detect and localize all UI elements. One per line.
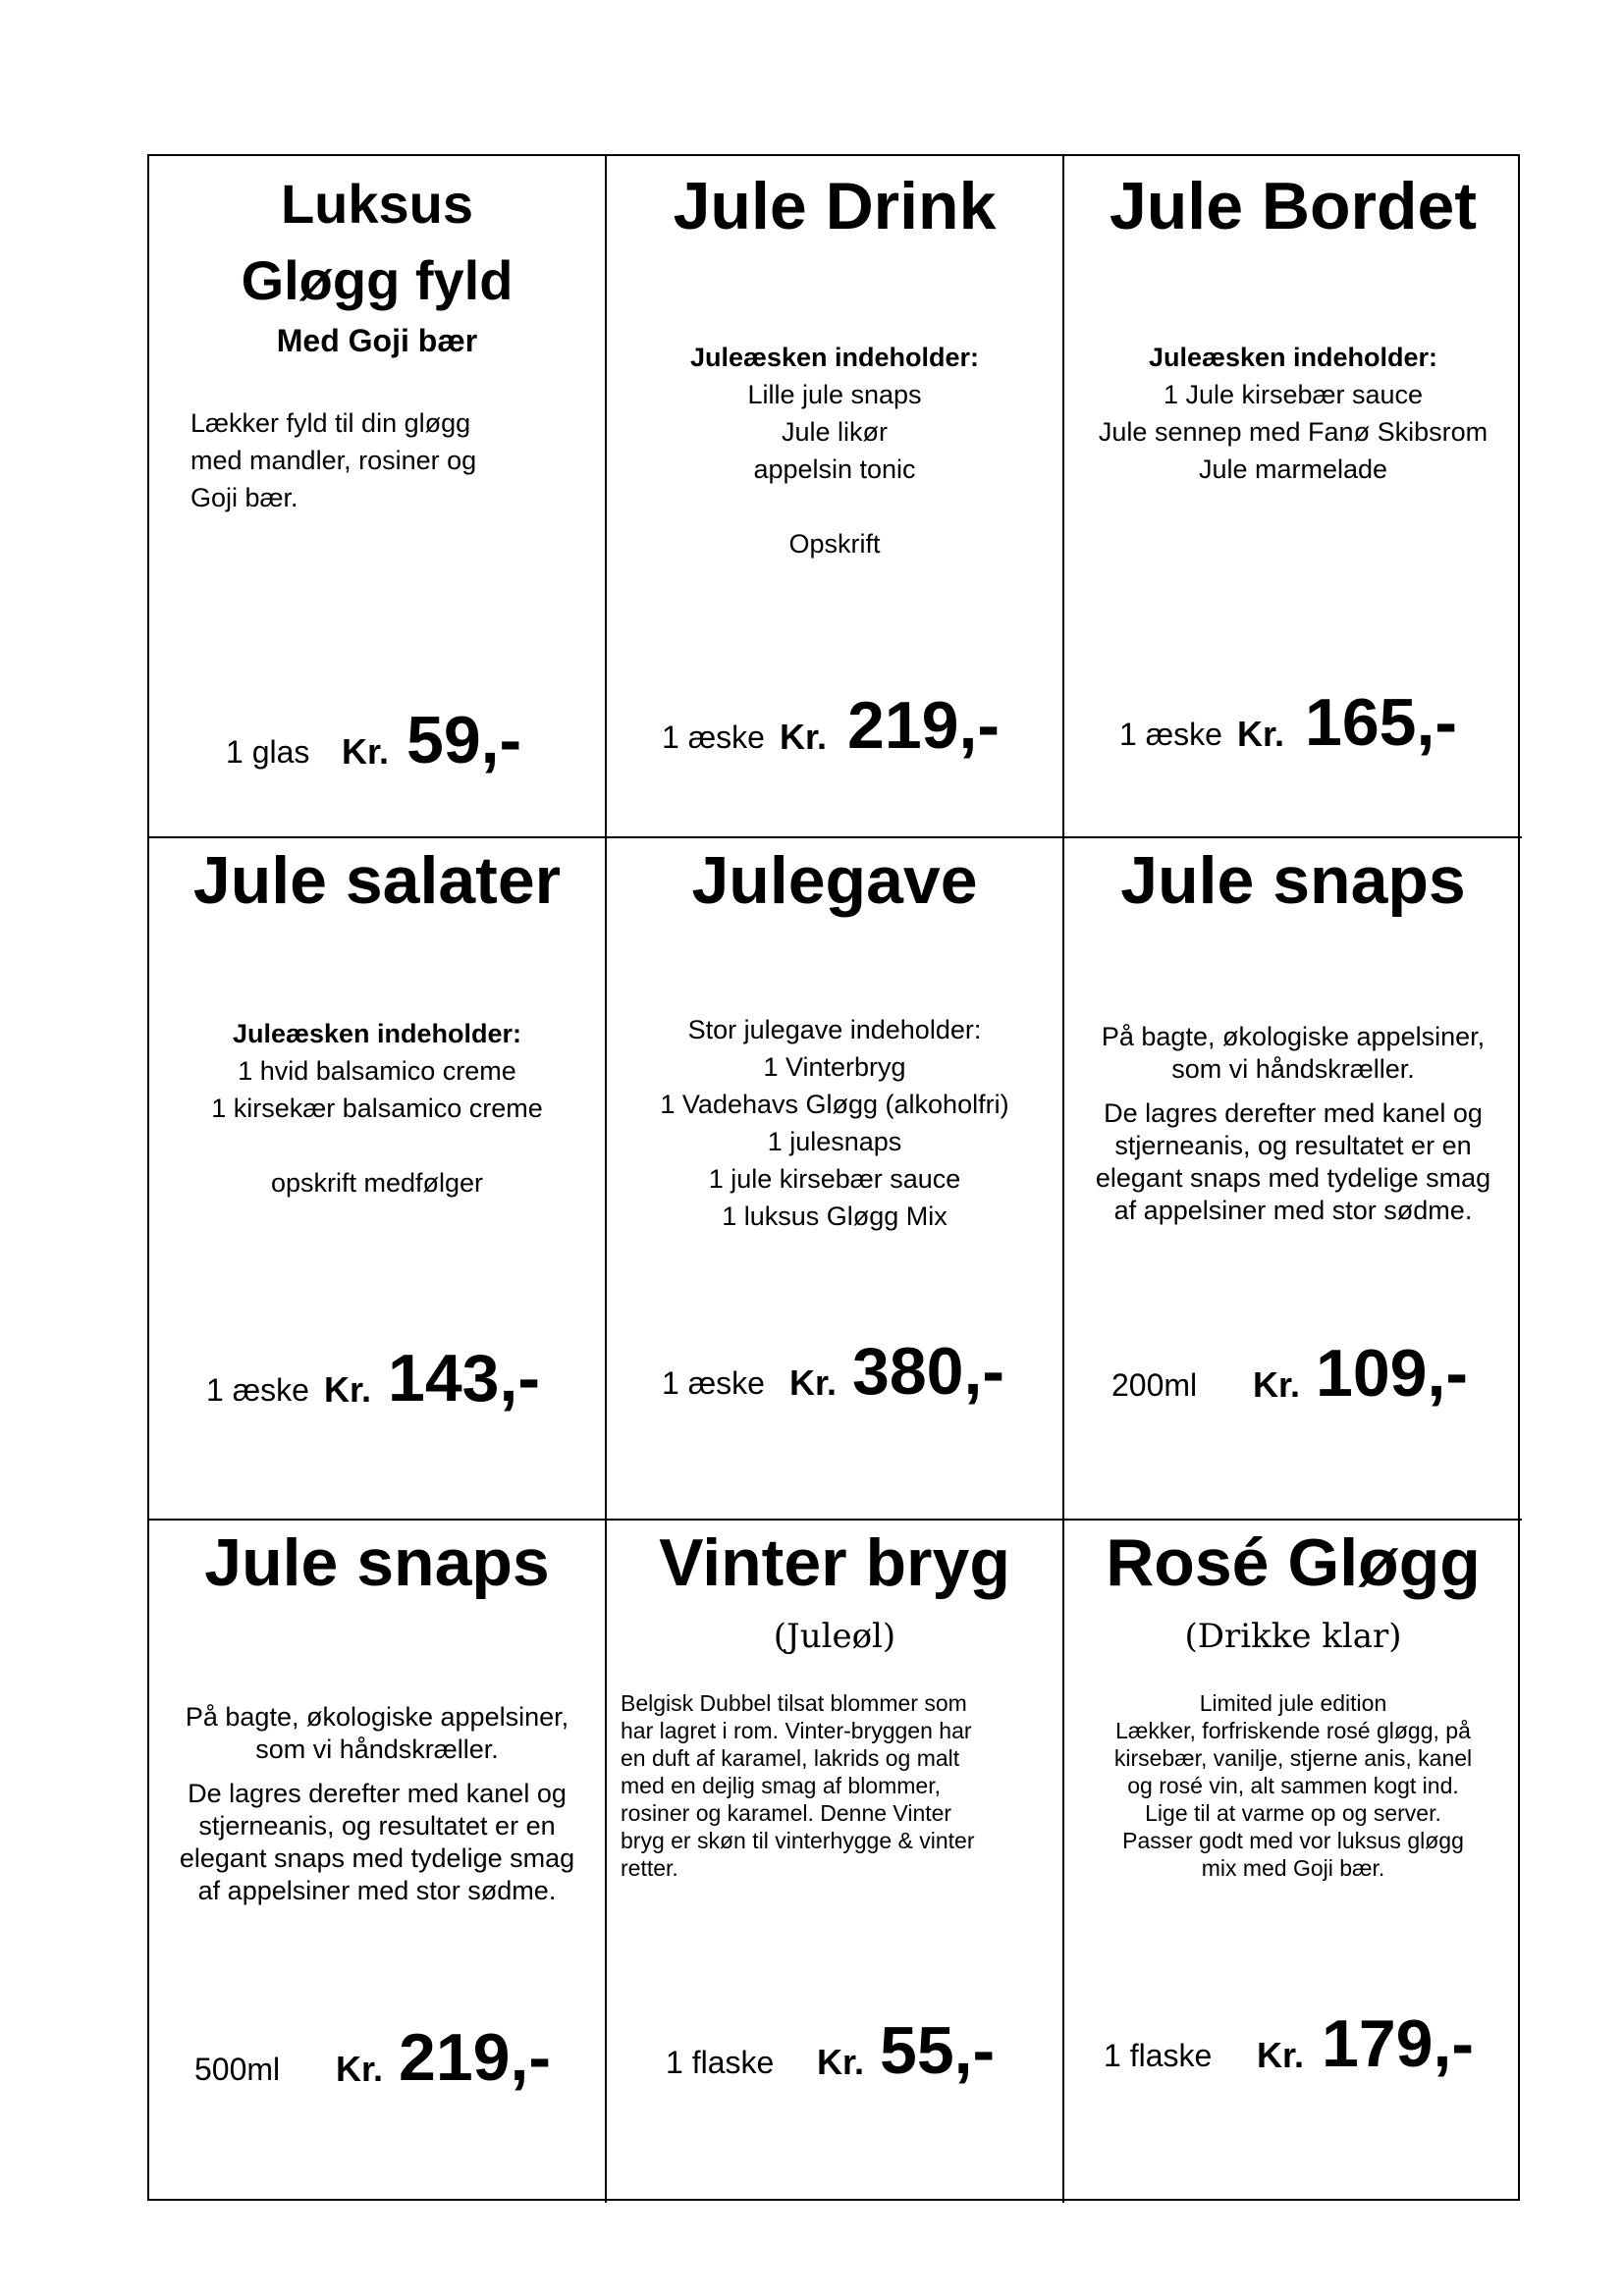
price-row: [149, 2020, 605, 2095]
product-card-jule-drink: [607, 156, 1064, 838]
description-line: Lille jule snaps: [747, 380, 922, 409]
description-line: mix med Goji bær.: [1201, 1855, 1385, 1881]
description-line: Jule marmelade: [1198, 454, 1388, 484]
description-line: med en dejlig smag af blommer,: [621, 1773, 941, 1798]
price-amount: 165,-: [1305, 685, 1457, 760]
price-row: [607, 1334, 1062, 1409]
price-amount: 109,-: [1316, 1336, 1468, 1411]
contents-header: Juleæsken indeholder:: [232, 1019, 522, 1048]
price-row: [607, 2013, 1062, 2088]
description-line: 1 jule kirsebær sauce: [708, 1164, 961, 1194]
card-title: Jule Drink: [673, 169, 997, 243]
description-line: 1 kirsekær balsamico creme: [211, 1094, 543, 1123]
contents-header: Juleæsken indeholder:: [689, 343, 980, 372]
card-title: Jule salater: [192, 843, 562, 918]
quantity-label: 1 æske: [662, 1365, 765, 1401]
description-line: Lækker fyld til din gløgg: [190, 408, 471, 438]
description-line: med mandler, rosiner og: [190, 446, 477, 475]
description-line: af appelsiner med stor sødme.: [197, 1876, 557, 1905]
card-title-line2: Gløgg fyld: [241, 249, 514, 311]
price-row: [149, 703, 605, 777]
product-card-jule-snaps-200ml: [1064, 838, 1522, 1521]
description-line: en duft af karamel, lakrids og malt: [621, 1745, 960, 1771]
price-amount: 219,-: [399, 2020, 551, 2095]
description-line: Opskrift: [788, 529, 881, 559]
description-line: 1 hvid balsamico creme: [238, 1056, 516, 1086]
price-amount: 380,-: [852, 1334, 1004, 1409]
description-line: Lige til at varme op og server.: [1145, 1800, 1441, 1826]
description-line: De lagres derefter med kanel og: [1104, 1098, 1483, 1128]
description-line: bryg er skøn til vinterhygge & vinter: [621, 1828, 975, 1853]
card-description: [169, 1701, 585, 1907]
currency-label: Kr.: [1257, 2035, 1305, 2075]
description-line: Passer godt med vor luksus gløgg: [1122, 1828, 1464, 1853]
product-card-jule-salater: [149, 838, 607, 1521]
card-description: [1084, 339, 1502, 488]
card-description: [1084, 1689, 1502, 1882]
currency-label: Kr.: [324, 1369, 372, 1410]
price-amount: 219,-: [847, 688, 1000, 763]
description-line: kirsebær, vanilje, stjerne anis, kanel: [1113, 1745, 1473, 1771]
price-row: [1064, 2006, 1522, 2081]
description-line: og rosé vin, alt sammen kogt ind.: [1127, 1773, 1459, 1798]
price-amount: 55,-: [880, 2013, 996, 2088]
card-subtitle: Med Goji bær: [276, 323, 478, 358]
currency-label: Kr.: [1237, 714, 1285, 754]
price-amount: 143,-: [388, 1341, 540, 1415]
quantity-label: 200ml: [1111, 1367, 1198, 1403]
currency-label: Kr.: [789, 1362, 838, 1403]
quantity-label: 1 glas: [226, 734, 310, 770]
description-line: Belgisk Dubbel tilsat blommer som: [621, 1690, 967, 1716]
product-card-luksus-glogg-fyld: [149, 156, 607, 838]
description-line: Jule likør: [781, 417, 888, 447]
description-line: som vi håndskræller.: [255, 1735, 499, 1764]
price-row: [149, 1341, 605, 1415]
description-line: af appelsiner med stor sødme.: [1113, 1196, 1473, 1225]
card-title: Jule snaps: [1120, 843, 1466, 918]
price-row: [1064, 685, 1522, 760]
description-line: som vi håndskræller.: [1171, 1054, 1415, 1084]
card-description: [190, 404, 585, 516]
description-line: På bagte, økologiske appelsiner,: [1101, 1022, 1486, 1051]
currency-label: Kr.: [1253, 1364, 1301, 1405]
quantity-label: 1 æske: [206, 1372, 309, 1408]
product-card-rose-glogg: [1064, 1521, 1522, 2203]
description-line: Stor julegave indeholder:: [687, 1015, 982, 1044]
product-card-grid: [147, 154, 1520, 2201]
description-line: 1 julesnaps: [767, 1127, 902, 1156]
quantity-label: 1 æske: [1119, 717, 1222, 752]
price-amount: 59,-: [406, 703, 522, 777]
description-line: stjerneanis, og resultatet er en: [1114, 1131, 1472, 1160]
card-description: [621, 1689, 1043, 1882]
price-amount: 179,-: [1322, 2006, 1474, 2081]
product-card-jule-snaps-500ml: [149, 1521, 607, 2203]
card-subtitle: (Juleøl): [773, 1617, 896, 1656]
price-row: [1064, 1336, 1522, 1411]
description-line: 1 Vinterbryg: [763, 1052, 906, 1082]
card-title: Julegave: [691, 843, 978, 918]
card-title-line1: Luksus: [280, 173, 474, 235]
currency-label: Kr.: [342, 731, 390, 772]
quantity-label: 1 flaske: [1104, 2038, 1213, 2073]
description-line: stjerneanis, og resultatet er en: [198, 1811, 556, 1841]
product-card-jule-bordet: [1064, 156, 1522, 838]
description-line: opskrift medfølger: [270, 1168, 484, 1198]
description-line: Lækker, forfriskende rosé gløgg, på: [1115, 1718, 1471, 1743]
product-card-julegave: [607, 838, 1064, 1521]
description-line: 1 luksus Gløgg Mix: [722, 1201, 947, 1231]
description-line: 1 Jule kirsebær sauce: [1163, 380, 1424, 409]
card-subtitle: (Drikke klar): [1184, 1617, 1402, 1656]
description-line: elegant snaps med tydelige smag: [1095, 1163, 1491, 1193]
card-description: [1084, 1021, 1502, 1227]
quantity-label: 1 flaske: [666, 2045, 775, 2080]
card-title: Jule Bordet: [1109, 169, 1478, 243]
description-line: Goji bær.: [190, 483, 298, 512]
card-description: [626, 339, 1043, 562]
description-line: På bagte, økologiske appelsiner,: [185, 1702, 569, 1732]
contents-header: Juleæsken indeholder:: [1148, 343, 1438, 372]
card-title: Vinter bryg: [659, 1525, 1010, 1600]
card-title: Rosé Gløgg: [1106, 1525, 1481, 1600]
card-description: [626, 1011, 1043, 1235]
description-line: Limited jule edition: [1199, 1690, 1387, 1716]
description-line: 1 Vadehavs Gløgg (alkoholfri): [660, 1090, 1009, 1119]
quantity-label: 500ml: [194, 2052, 281, 2087]
card-description: [169, 1015, 585, 1201]
price-row: [607, 688, 1062, 763]
description-line: rosiner og karamel. Denne Vinter: [621, 1800, 952, 1826]
description-line: appelsin tonic: [753, 454, 916, 484]
description-line: retter.: [621, 1855, 678, 1881]
card-title: Jule snaps: [204, 1525, 550, 1600]
description-line: elegant snaps med tydelige smag: [179, 1843, 575, 1873]
description-line: har lagret i rom. Vinter-bryggen har: [621, 1718, 972, 1743]
description-line: Jule sennep med Fanø Skibsrom: [1098, 417, 1489, 447]
product-card-vinter-bryg: [607, 1521, 1064, 2203]
currency-label: Kr.: [780, 717, 828, 757]
currency-label: Kr.: [336, 2049, 384, 2089]
currency-label: Kr.: [817, 2042, 865, 2082]
quantity-label: 1 æske: [662, 720, 765, 755]
description-line: De lagres derefter med kanel og: [188, 1779, 567, 1808]
